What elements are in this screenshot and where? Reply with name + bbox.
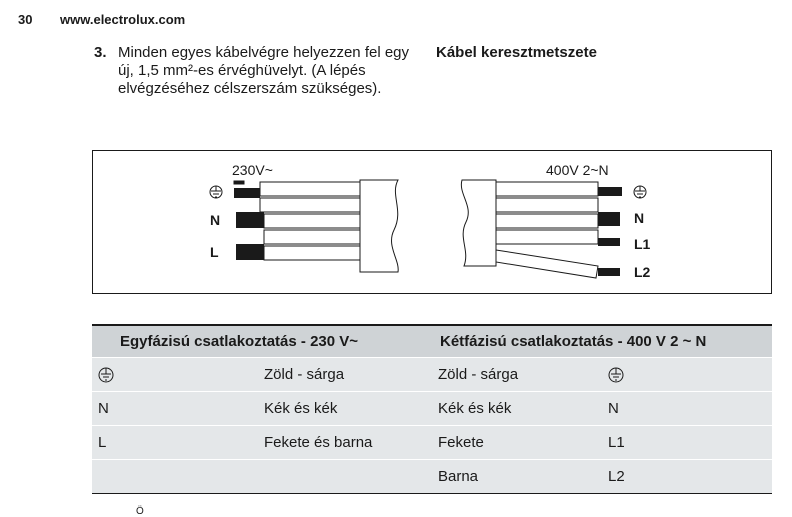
right-voltage-label: 400V 2~N [546,162,609,178]
right-label-l2: L2 [634,264,651,280]
diagram-frame [93,151,772,294]
left-voltage-label: 230V~ [232,162,273,178]
right-cable-group [461,180,622,278]
right-wire-5 [496,250,598,278]
left-wire-tip-n [236,212,264,228]
table-row [92,460,772,494]
cell-empty [258,460,432,494]
right-wire-tip-l1 [598,238,620,246]
right-wire-1 [496,182,598,196]
ground-icon [98,367,114,383]
ground-icon [634,186,646,198]
page-header [18,12,186,27]
left-cable-sheath [360,180,398,272]
right-wire-tip-n [598,212,620,226]
website-url[interactable]: www.electrolux.com [60,12,186,27]
right-label-l1: L1 [634,236,651,252]
cell-empty [92,460,258,494]
cell-terminal: L2 [602,460,772,494]
right-wire-3 [496,214,598,228]
cell-color: Fekete és barna [258,426,432,460]
left-wire-5 [264,246,360,260]
cell-terminal: N [92,392,258,426]
right-label-n: N [634,210,645,226]
right-wire-4 [496,230,598,244]
ground-icon [210,186,222,198]
footer-fragment: Ö [136,506,144,517]
cell-terminal: N [602,392,772,426]
cable-diagram-drawing [92,150,772,294]
cell-color: Zöld - sárga [258,358,432,392]
right-wire-tip-l2 [598,268,620,276]
connection-table [92,324,772,494]
left-wire-tip-l [236,244,264,260]
table-row [92,358,772,392]
left-cable-group [234,180,398,272]
cell-color: Barna [432,460,602,494]
header-two-phase: Kétfázisú csatlakoztatás - 400 V 2 ~ N [432,325,772,358]
cell-terminal: L [92,426,258,460]
step-number: 3. [94,44,107,61]
step-text: Minden egyes kábelvégre helyezzen fel egy új, 1,5 mm²-es érvéghüvelyt. (A lépés elvégzéséhez célszerszám szükséges). [118,44,410,97]
cell-color: Kék és kék [432,392,602,426]
left-wire-1 [260,182,360,196]
section-title: Kábel keresztmetszete [436,44,597,61]
page-number: 30 [18,12,33,27]
table-row [92,426,772,460]
cell-terminal: L1 [602,426,772,460]
header-single-phase: Egyfázisú csatlakoztatás - 230 V~ [92,325,432,358]
left-wire-tip-pe [234,188,260,198]
table-header-row [92,325,772,358]
table-row [92,392,772,426]
left-label-l: L [210,244,219,260]
right-wire-tip-pe [598,187,622,196]
cell-color: Zöld - sárga [432,358,602,392]
cell-ground-left [92,358,258,392]
left-wire-3 [264,214,360,228]
left-wire-4 [264,230,360,244]
left-label-n: N [210,212,221,228]
cable-diagram [92,150,772,294]
left-wire-2 [260,198,360,212]
right-wire-2 [496,198,598,212]
cell-ground-right [602,358,772,392]
ground-icon [608,367,624,383]
left-wire-tip-ground [234,181,244,184]
cell-color: Fekete [432,426,602,460]
right-cable-sheath [461,180,496,266]
cell-color: Kék és kék [258,392,432,426]
